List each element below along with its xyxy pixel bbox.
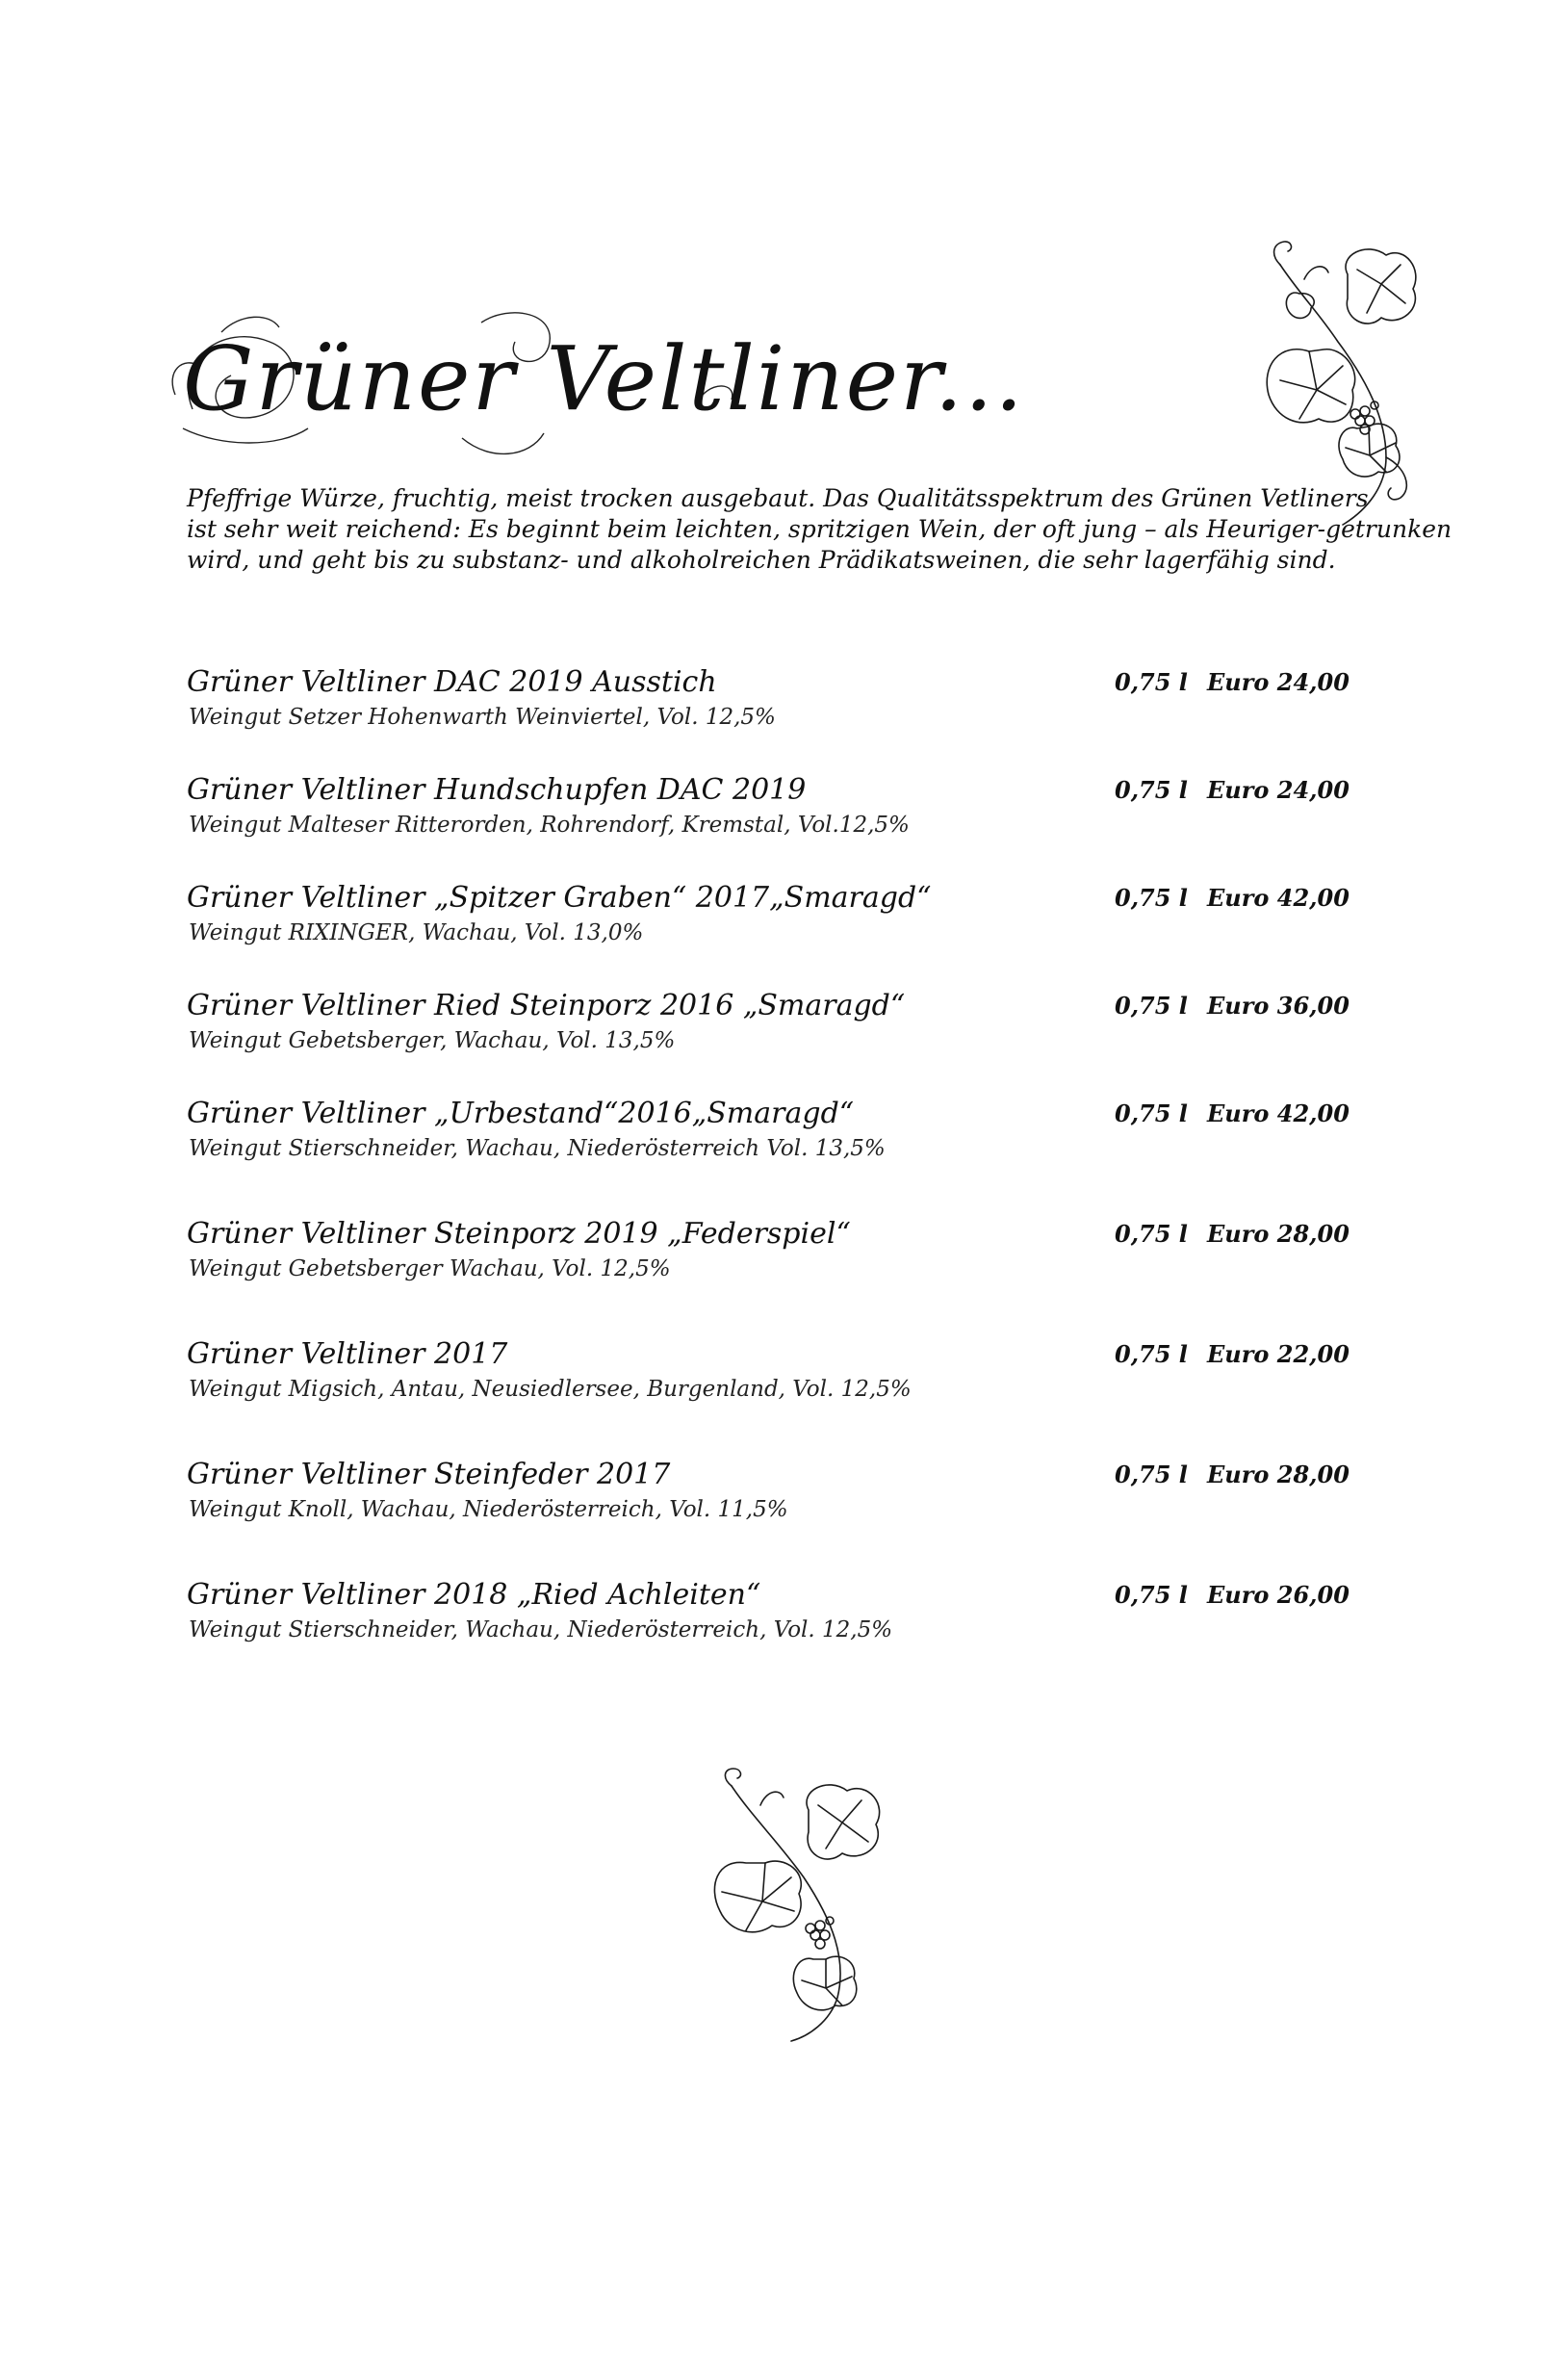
wine-item [187, 1457, 1400, 1534]
wine-item [187, 988, 1400, 1065]
wine-producer: Weingut Knoll, Wachau, Niederösterreich, Vol. 11,5% [189, 1497, 788, 1522]
wine-price: Euro 26,00 [1207, 1581, 1350, 1609]
wine-price: Euro 42,00 [1207, 1099, 1350, 1127]
intro-paragraph [187, 483, 1452, 576]
wine-item [187, 772, 1400, 849]
wine-producer: Weingut Migsich, Antau, Neusiedlersee, Burgenland, Vol. 12,5% [189, 1377, 912, 1402]
wine-volume: 0,75 l [1115, 776, 1188, 804]
grapevine-illustration-bottom [703, 1767, 895, 2046]
wine-name: Grüner Veltliner 2018 „Ried Achleiten“ [187, 1578, 761, 1612]
wine-producer: Weingut Setzer Hohenwarth Weinviertel, Vol. 12,5% [189, 705, 776, 730]
intro-line: wird, und geht bis zu substanz- und alkoholreichen Prädikatsweinen, die sehr lagerfähig sind. [187, 546, 1336, 574]
wine-item [187, 880, 1400, 957]
wine-volume: 0,75 l [1115, 992, 1188, 1020]
wine-item [187, 1216, 1400, 1293]
wine-name: Grüner Veltliner Steinporz 2019 „Federspiel“ [187, 1217, 851, 1251]
wine-price: Euro 24,00 [1207, 668, 1350, 696]
wine-producer: Weingut Gebetsberger Wachau, Vol. 12,5% [189, 1256, 671, 1281]
wine-price: Euro 42,00 [1207, 884, 1350, 912]
wine-name: Grüner Veltliner 2017 [187, 1337, 508, 1371]
wine-volume: 0,75 l [1115, 668, 1188, 696]
wine-name: Grüner Veltliner „Urbestand“2016„Smaragd“ [187, 1097, 855, 1130]
wine-volume: 0,75 l [1115, 1340, 1188, 1368]
wine-price: Euro 22,00 [1207, 1340, 1350, 1368]
wine-volume: 0,75 l [1115, 1461, 1188, 1488]
intro-line: ist sehr weit reichend: Es beginnt beim leichten, spritzigen Wein, der oft jung – als Heuriger-getrunken [187, 515, 1452, 543]
page-title: Grüner Veltliner... [183, 327, 1025, 430]
wine-price: Euro 36,00 [1207, 992, 1350, 1020]
grapevine-illustration-top [1242, 236, 1425, 534]
wine-name: Grüner Veltliner DAC 2019 Ausstich [187, 665, 717, 699]
wine-volume: 0,75 l [1115, 1099, 1188, 1127]
intro-line: Pfeffrige Würze, fruchtig, meist trocken ausgebaut. Das Qualitätsspektrum des Grünen Vetliners [187, 484, 1369, 512]
wine-name: Grüner Veltliner Steinfeder 2017 [187, 1458, 671, 1491]
wine-producer: Weingut Malteser Ritterorden, Rohrendorf, Kremstal, Vol.12,5% [189, 813, 910, 838]
wine-volume: 0,75 l [1115, 1581, 1188, 1609]
wine-price: Euro 28,00 [1207, 1461, 1350, 1488]
wine-item [187, 1096, 1400, 1173]
wine-item [187, 1577, 1400, 1654]
wine-price: Euro 28,00 [1207, 1220, 1350, 1248]
wine-item [187, 1336, 1400, 1413]
wine-item [187, 664, 1400, 741]
wine-price: Euro 24,00 [1207, 776, 1350, 804]
wine-name: Grüner Veltliner Hundschupfen DAC 2019 [187, 773, 807, 807]
wine-volume: 0,75 l [1115, 884, 1188, 912]
wine-producer: Weingut Gebetsberger, Wachau, Vol. 13,5% [189, 1028, 676, 1053]
wine-name: Grüner Veltliner Ried Steinporz 2016 „Smaragd“ [187, 989, 906, 1022]
wine-producer: Weingut Stierschneider, Wachau, Niederösterreich, Vol. 12,5% [189, 1617, 893, 1642]
wine-producer: Weingut Stierschneider, Wachau, Niederösterreich Vol. 13,5% [189, 1136, 886, 1161]
wine-volume: 0,75 l [1115, 1220, 1188, 1248]
wine-producer: Weingut RIXINGER, Wachau, Vol. 13,0% [189, 920, 644, 945]
wine-name: Grüner Veltliner „Spitzer Graben“ 2017„Smaragd“ [187, 881, 932, 915]
